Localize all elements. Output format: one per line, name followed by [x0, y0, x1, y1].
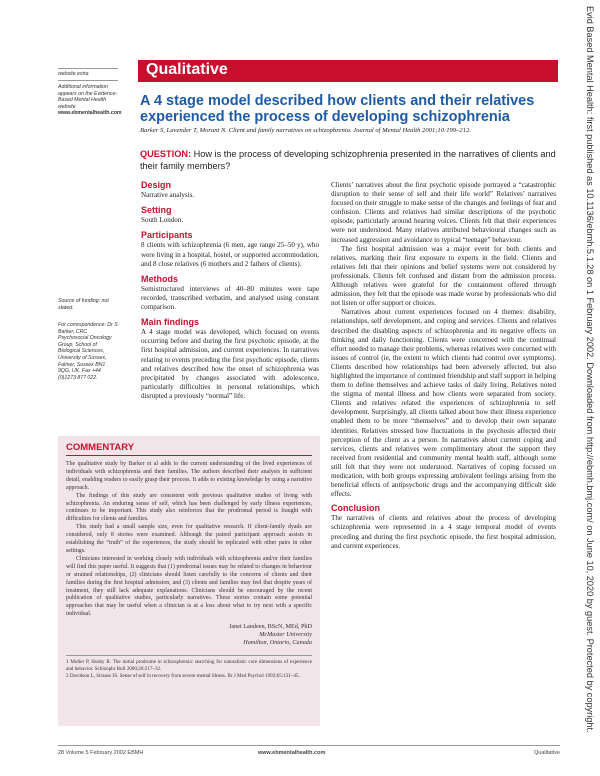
sidebar-divider [58, 80, 118, 81]
question-text: How is the process of developing schizophrenia presented in the narratives of clients and their family members? [140, 149, 556, 171]
design-text: Narrative analysis. [141, 191, 195, 200]
current-experiences-paragraph: Narratives about current experiences focused on 4 themes: disability, relationships, self development, and coping and services. Clients and relatives described the disabling aspects of schizophrenia and its negative effects on thinking and daily functioning. Clients were concerned with the continual effort needed to manage their problems, whereas relatives were concerned with issues of control (ie, the extent to which clients had control over symptoms). Clients described how relationships had been adversely affected, but also highlighted the importance of continued friendship and staff support in helping them to define themselves and achieve tasks of daily living. Relatives noted the stigma of mental illness and how clients were separated from society. Clients and relatives related the experiences of schizophrenia to self development. Surprisingly, all clients talked about how their illness experience enabled them to be more “themselves” and to develop their own separate identities. Relatives stressed how fluctuations in the psychosis affected their perception of the client as a person. In narratives about current coping and services, clients and relatives were complimentary about the support they received from residential and community mental health staff, although some still felt that they were not understood. Narratives of coping focused on medication, with both groups expressing ambivalent feelings arising from the beneficial effects of antipsychotic drugs and the accompanying difficult side effects. [331, 308, 556, 499]
conclusion-heading: Conclusion [331, 503, 380, 514]
footer-right: Qualitative [534, 750, 560, 756]
sidebar-divider [58, 68, 118, 69]
commentary-location: Hamilton, Ontario, Canada [243, 639, 312, 647]
sidebar-additional-info [58, 84, 122, 117]
findings-heading: Main findings [141, 317, 199, 328]
methods-heading: Methods [141, 273, 178, 284]
reference-item: 2 Davidson L, Strauss JS. Sense of self in recovery from severe mental illness. Br J Med Psychol 1992;65:131–45. [66, 672, 300, 679]
commentary-paragraph: The findings of this study are consistent with previous qualitative studies of living with schizophrenia. An enduring sense of self, which has been challenged by early illness experiences, continues to be important. This study also reinforces that the prodromal period is fraught with difficulties for clients and families. [66, 492, 312, 523]
commentary-paragraph: The qualitative study by Barker et al adds to the current understanding of the lived experiences of individuals with schizophrenia and their families. The authors described their analysis in sufficient detail, enabling readers to easily grasp their process. It adds to existing knowledge by using a narrative approach. [66, 461, 312, 491]
sidebar-website-extra [58, 71, 118, 78]
website-extra-label: website extra [58, 71, 89, 77]
reference-item: 1 Moller P, Husby R. The initial prodrome in schizophrenia: searching for naturalistic core dimensions of experience and behavior. Schizophr Bull 2000;26:217–32. [66, 659, 312, 672]
findings-text: A 4 stage model was developed, which focused on events occurring before and during the first psychotic episode, at the first hospital admission, and current experiences. In narratives relating to events preceding the first psychotic episode, clients and relatives described how the onset of schizophrenia was precipitated by changes associated with adolescence, particularly difficulties in personal relationships, which disrupted a previously “normal” life. [141, 328, 319, 400]
website-link[interactable]: www.ebmentalhealth.com [58, 110, 122, 117]
correspondence-note: For correspondence: Dr S Barker, CRC Psychosocial Oncology Group, School of Biological Sciences, University of Sussex, Falmer, Sussex BN1 9QG, UK. Fax +44 (0)1273 877 022. [58, 322, 118, 381]
commentary-author: Janet Landeen, BScN, MEd, PhD [228, 623, 312, 631]
question-block [140, 149, 560, 172]
design-heading: Design [141, 180, 172, 190]
commentary-heading: COMMENTARY [66, 442, 312, 456]
question-label: QUESTION: [140, 149, 192, 159]
commentary-box [58, 436, 320, 726]
article-citation: Barker S, Lavender T, Morant N. Client and family narratives on schizophrenia. Journal of Mental Health 2001;10:199–212. [140, 127, 471, 134]
references-list [66, 655, 312, 679]
vertical-note-text: Evid Based Mental Health: first published as 10.1136/ebmh.5.1.28 on 1 February 2002. Downloaded from http://ebmh.bmj.com/ on June 10, 2020 by guest. Protected by copyright. [585, 6, 595, 733]
section-label: Qualitative [146, 61, 228, 78]
setting-heading: Setting [141, 205, 172, 216]
admission-paragraph: The first hospital admission was a major event for both clients and relatives, marking their first exposure to experts in the field. Clients and relatives felt that their opinions and belief systems were not considered by professionals. Clients felt confused and distant from the admission process. Although relatives were grateful for the containment offered through admission, they felt that the episode was made worse by professionals who did not listen or offer support or choices. [331, 244, 556, 308]
methods-text: Semistructured interviews of 40–80 minutes were tape recorded, transcribed verbatim, and analysed using constant comparison. [141, 284, 319, 312]
conclusion-text: The narratives of clients and relatives about the process of developing schizophrenia were represented in a 4 stage temporal model of events preceding and during the first psychotic episode, the first hospital admission, and current experiences. [331, 514, 556, 550]
footer-left: 28 Volume 5 February 2002 EBMH [58, 750, 144, 756]
first-episode-paragraph: Clients’ narratives about the first psychotic episode portrayed a “catastrophic disruption to their sense of self and their life world” Relatives’ narratives focused on their struggle to make sense of the changes and feelings of fear and confusion. Clients and relatives had similar descriptions of the psychotic episode, particularly around hearing voices. Clients felt that their experiences were not understood. Many relatives attributed behavioural changes such as increased aggression and avoidance to typical “teenage” behaviour. [331, 181, 556, 244]
setting-text: South London. [141, 216, 184, 225]
section-band [138, 60, 558, 82]
commentary-text [66, 461, 312, 679]
participants-text: 8 clients with schizophrenia (6 men, age range 25–50 y), who were living in a hospital, hostel, or supported accommodation, and 8 close relatives (6 mothers and 2 fathers of clients). [141, 241, 319, 268]
commentary-paragraph: Clinicians interested in working closely with individuals with schizophrenia and/or their families will find this paper useful. It suggests that (1) prodromal issues may be related to changes in behaviour or strained relationships, (2) clinicians should listen carefully to the concerns of clients and their families during the first hospital admission, and (3) clients and families may feel that despite years of treatment, they still lack adequate explanations. Clinicians should be encouraged by the recent publication of qualitative studies, particularly narratives. These stories contain some potential approaches that may be useful when a clinician is at a loss about what to try next with a specific individual. [66, 555, 312, 618]
commentary-signature [66, 623, 312, 647]
commentary-affiliation: McMaster University [259, 631, 312, 639]
funding-note: Source of funding: not stated. [58, 298, 109, 311]
article-title: A 4 stage model described how clients and their relatives experienced the process of developing schizophrenia [140, 93, 535, 125]
commentary-paragraph: This study had a small sample size, even for qualitative research. If client-family dyads are considered, only 8 stories were examined. Although the paired participant approach assists in establishing the “truth” of the experiences, the study should be replicated with other pairs in other settings. [66, 524, 312, 554]
footer-url[interactable]: www.ebmentalhealth.com [258, 750, 326, 756]
vertical-copyright-note [582, 6, 596, 770]
results-column [331, 181, 556, 551]
participants-heading: Participants [141, 230, 193, 241]
methods-column [141, 181, 319, 401]
page-footer [58, 745, 560, 760]
additional-info-text: Additional information appears on the Evidence-Based Mental Health website [58, 84, 118, 110]
